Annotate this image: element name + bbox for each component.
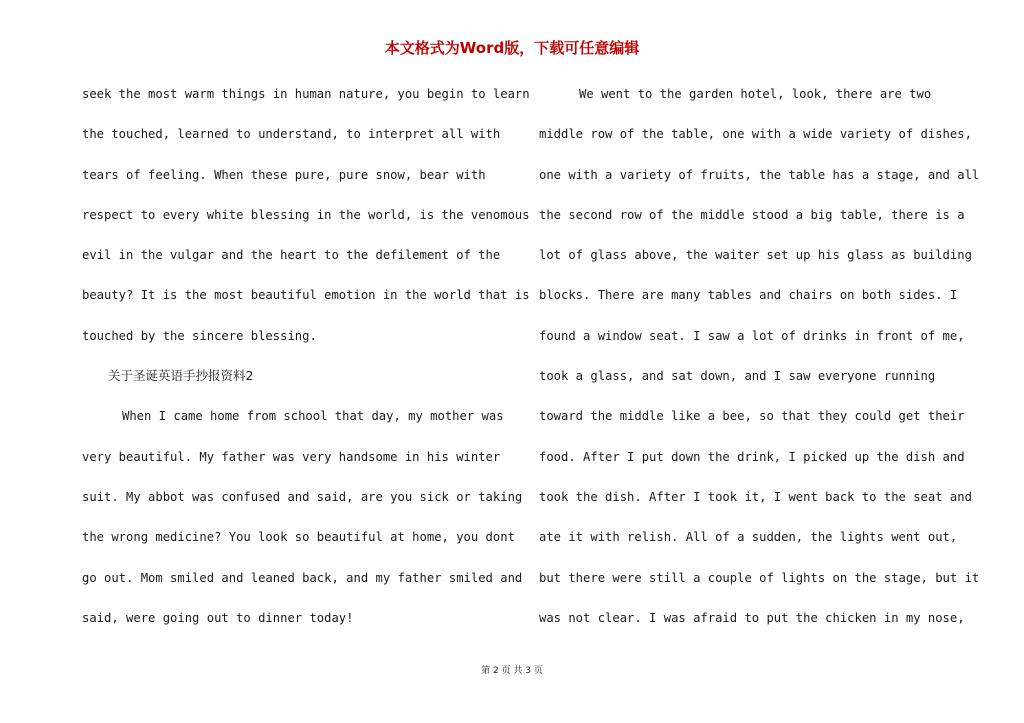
paragraph-line: When I came home from school that day, my mother was — [122, 409, 504, 424]
page-number-footer: 第 2 页 共 3 页 — [481, 666, 543, 676]
paragraph-line: found a window seat. I saw a lot of drinks in front of me, — [539, 328, 965, 343]
paragraph-line: lot of glass above, the waiter set up his glass as building — [539, 248, 972, 263]
paragraph-line: ate it with relish. All of a sudden, the lights went out, — [539, 530, 958, 545]
paragraph-line: took a glass, and sat down, and I saw everyone running — [539, 369, 936, 384]
paragraph-line: took the dish. After I took it, I went back to the seat and — [539, 489, 972, 504]
document-banner: 本文格式为Word版，下载可任意编辑 — [384, 39, 640, 57]
paragraph-line: said, were going out to dinner today! — [82, 610, 354, 625]
paragraph-line: middle row of the table, one with a wide variety of dishes, — [539, 127, 972, 142]
left-text-column — [82, 84, 530, 648]
paragraph-line: respect to every white blessing in the world, is the venomous — [82, 207, 530, 222]
paragraph-line: was not clear. I was afraid to put the chicken in my nose, — [539, 610, 965, 625]
paragraph-line: tears of feeling. When these pure, pure snow, bear with — [82, 167, 486, 182]
paragraph-line: the touched, learned to understand, to interpret all with — [82, 127, 501, 142]
paragraph-line: beauty? It is the most beautiful emotion in the world that is — [82, 288, 530, 303]
paragraph-line: We went to the garden hotel, look, there are two — [579, 87, 932, 101]
paragraph-line: one with a variety of fruits, the table has a stage, and all — [539, 167, 980, 182]
paragraph-line: the wrong medicine? You look so beautiful at home, you dont — [82, 530, 515, 545]
paragraph-line: evil in the vulgar and the heart to the defilement of the — [82, 248, 501, 263]
paragraph-line: very beautiful. My father was very handsome in his winter — [82, 449, 501, 464]
paragraph-line: touched by the sincere blessing. — [82, 328, 317, 343]
paragraph-line: food. After I put down the drink, I picked up the dish and — [539, 449, 965, 464]
paragraph-line: blocks. There are many tables and chairs on both sides. I — [539, 288, 958, 303]
paragraph-line: the second row of the middle stood a big table, there is a — [539, 207, 965, 222]
paragraph-line: but there were still a couple of lights on the stage, but it — [539, 570, 980, 585]
paragraph-line: toward the middle like a bee, so that they could get their — [539, 409, 965, 424]
paragraph-line: seek the most warm things in human nature, you begin to learn — [82, 87, 530, 101]
paragraph-line: suit. My abbot was confused and said, are you sick or taking — [82, 489, 523, 504]
paragraph-line: go out. Mom smiled and leaned back, and my father smiled and — [82, 570, 523, 585]
right-text-column — [539, 84, 980, 648]
section-heading: 关于圣诞英语手抄报资料2 — [108, 368, 254, 384]
